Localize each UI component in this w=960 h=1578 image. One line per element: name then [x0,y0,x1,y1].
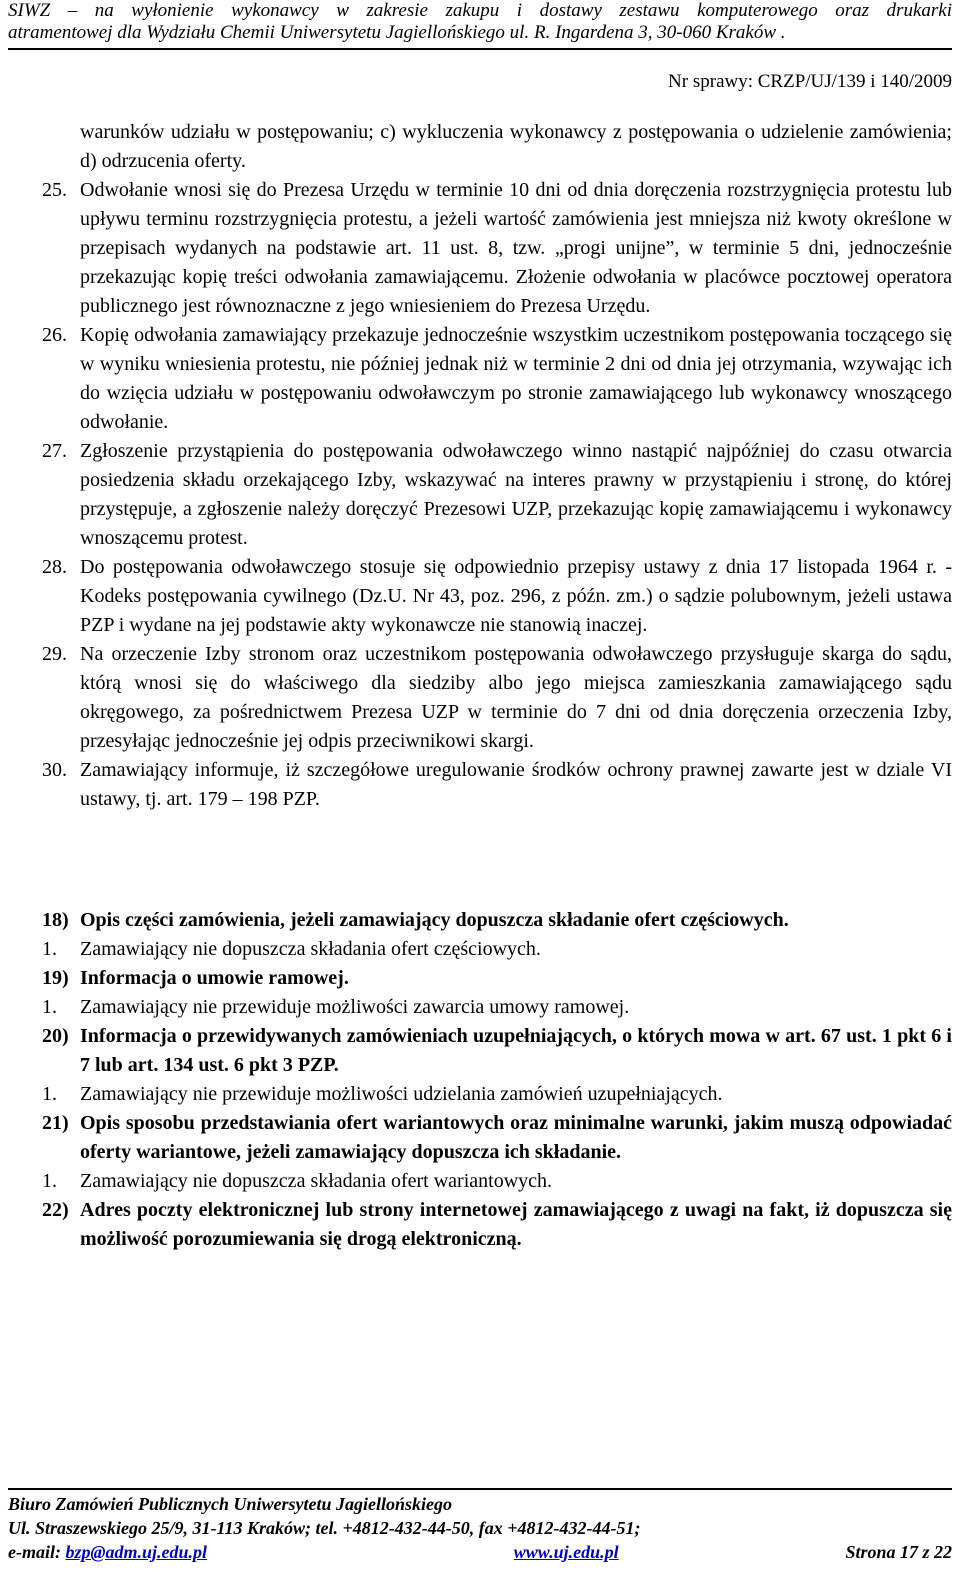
header-title-line-2: atramentowej dla Wydziału Chemii Uniwersytetu Jagiellońskiego ul. R. Ingardena 3, 30-060 Kraków . [8,22,786,43]
section-title: Informacja o przewidywanych zamówieniach uzupełniających, o których mowa w art. 67 ust. 1 pkt 6 i 7 lub art. 134 ust. 6 pkt 3 PZP. [80,1025,952,1076]
list-item [42,553,952,640]
case-number: Nr sprawy: CRZP/UJ/139 i 140/2009 [668,71,952,92]
item-text: Zamawiający nie dopuszcza składania ofert wariantowych. [80,1170,553,1192]
item-text: Na orzeczenie Izby stronom oraz uczestnikom postępowania odwoławczego przysługuje skarga do sądu, którą wnosi się do właściwego dla siedziby albo jego miejsca zamieszkania zamawiającego sądu okręgowego, za pośrednictwem Prezesa UZP w terminie do 7 dni od dnia doręczenia orzeczenia Izby, przesyłając jednocześnie jej odpis przeciwnikowi skargi. [80,643,952,752]
section-number: 21) [42,1112,69,1134]
list-item [42,176,952,321]
document-body [42,118,952,1254]
item-text: Zamawiający nie dopuszcza składania ofert częściowych. [80,938,541,960]
header-title-line-1: SIWZ – na wyłonienie wykonawcy w zakresie zakupu i dostawy zestawu komputerowego oraz drukarki [8,0,952,21]
item-number: 30. [42,759,67,781]
item-text: Zgłoszenie przystąpienia do postępowania odwoławczego winno nastąpić najpóźniej do czasu otwarcia posiedzenia składu orzekającego Izby, wskazywać na interes prawny w przystąpieniu i stronę, do której przystępuje, a zgłoszenie należy doręczyć Prezesowi UZP, przekazując kopię zamawiającemu i wykonawcy wnoszącemu protest. [80,440,952,549]
item-text: Zamawiający informuje, iż szczegółowe uregulowanie środków ochrony prawnej zawarte jest w dziale VI ustawy, tj. art. 179 – 198 PZP. [80,759,952,810]
section-heading [42,1109,952,1167]
section-title: Informacja o umowie ramowej. [80,967,349,989]
footer-office-name: Biuro Zamówień Publicznych Uniwersytetu Jagiellońskiego [8,1494,453,1514]
item-text: Odwołanie wnosi się do Prezesa Urzędu w terminie 10 dni od dnia doręczenia rozstrzygnięcia protestu lub upływu terminu rozstrzygnięcia protestu, a jeżeli wartość zamówienia jest mniejsza niż kwoty określone w przepisach wydanych na podstawie art. 11 ust. 8, tzw. „progi unijne”, w terminie 5 dni, jednocześnie przekazując kopię treści odwołania zamawiającemu. Złożenie odwołania w placówce pocztowej operatora publicznego jest równoznaczne z jego wniesieniem do Prezesa Urzędu. [80,179,952,317]
email-label: e-mail: [8,1542,61,1562]
section-item [42,935,952,964]
footer-contact-row [8,1540,952,1564]
email-link[interactable]: bzp@adm.uj.edu.pl [65,1542,207,1562]
item-text: Zamawiający nie przewiduje możliwości udzielania zamówień uzupełniających. [80,1083,723,1105]
footer-address: Ul. Straszewskiego 25/9, 31-113 Kraków; tel. +4812-432-44-50, fax +4812-432-44-51; [8,1518,641,1538]
item-number: 27. [42,440,67,462]
section-heading [42,1196,952,1254]
section-heading [42,964,952,993]
list-item [42,640,952,756]
header-divider [8,48,952,50]
continuation-paragraph: warunków udziału w postępowaniu; c) wykluczenia wykonawcy z postępowania o udzielenie zamówienia; d) odrzucenia oferty. [80,121,952,172]
footer-divider [8,1488,952,1490]
section-item [42,1167,952,1196]
item-text: Kopię odwołania zamawiający przekazuje jednocześnie wszystkim uczestnikom postępowania toczącego się w wyniku wniesienia protestu, nie później jednak niż w terminie 2 dni od dnia jej otrzymania, wzywając ich do wzięcia udziału w postępowaniu odwoławczym po stronie zamawiającego lub wykonawcy wnoszącego odwołanie. [80,324,952,433]
footer-email [8,1540,207,1564]
section-number: 22) [42,1199,69,1221]
item-number: 25. [42,179,67,201]
section-number: 18) [42,909,69,931]
website-link[interactable]: www.uj.edu.pl [513,1542,619,1562]
list-item [42,437,952,553]
section-number: 19) [42,967,69,989]
item-number: 1. [42,1083,57,1105]
page-number: Strona 17 z 22 [845,1542,952,1562]
section-number: 20) [42,1025,69,1047]
item-text: Zamawiający nie przewiduje możliwości zawarcia umowy ramowej. [80,996,630,1018]
item-number: 1. [42,1170,57,1192]
item-number: 29. [42,643,67,665]
section-title: Opis części zamówienia, jeżeli zamawiający dopuszcza składanie ofert częściowych. [80,909,789,931]
section-item [42,1080,952,1109]
item-number: 28. [42,556,67,578]
item-number: 1. [42,996,57,1018]
item-number: 26. [42,324,67,346]
list-item [42,321,952,437]
section-title: Opis sposobu przedstawiania ofert wariantowych oraz minimalne warunki, jakim muszą odpowiadać oferty wariantowe, jeżeli zamawiający dopuszcza ich składanie. [80,1112,952,1163]
section-title: Adres poczty elektronicznej lub strony internetowej zamawiającego z uwagi na fakt, iż dopuszcza się możliwość porozumiewania się drogą elektroniczną. [80,1199,952,1250]
section-heading [42,1022,952,1080]
section-item [42,993,952,1022]
item-text: Do postępowania odwoławczego stosuje się odpowiednio przepisy ustawy z dnia 17 listopada 1964 r. - Kodeks postępowania cywilnego (Dz.U. Nr 43, poz. 296, z późn. zm.) o sądzie polubownym, jeżeli ustawa PZP i wydane na jej podstawie akty wykonawcze nie stanowią inaczej. [80,556,952,636]
item-number: 1. [42,938,57,960]
list-item [42,756,952,814]
section-spacer [42,814,952,906]
section-heading [42,906,952,935]
